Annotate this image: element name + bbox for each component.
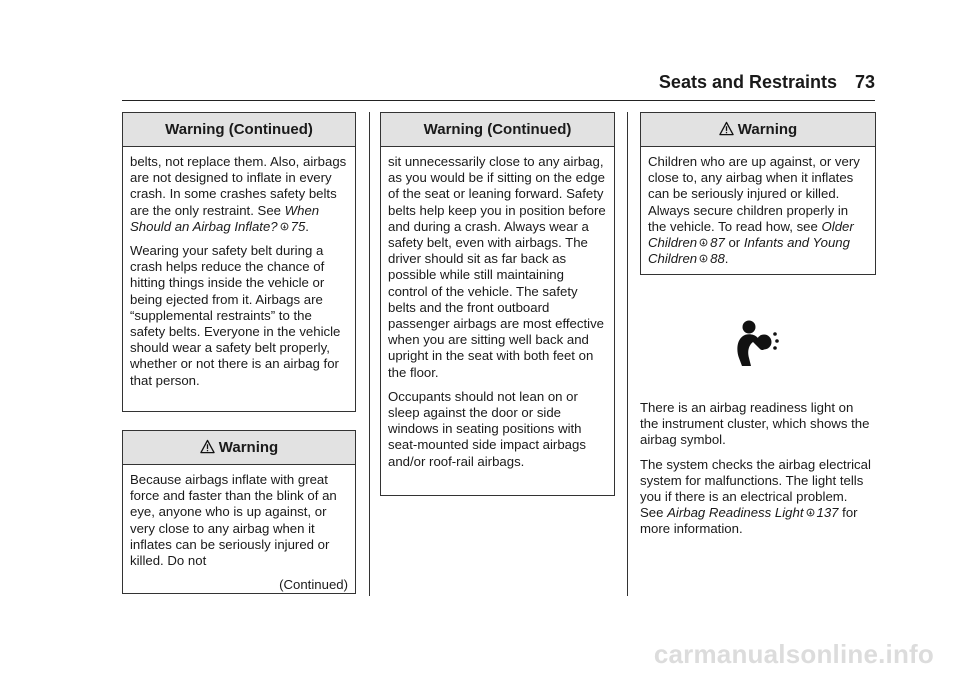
watermark: carmanualsonline.info: [653, 639, 934, 669]
warning-body: [123, 465, 355, 599]
warning-box-continued: [122, 112, 356, 412]
continued-label: (Continued): [279, 577, 348, 593]
warning-triangle-icon: [719, 121, 734, 136]
page-reference-icon: [699, 238, 708, 247]
warning-paragraph: Children who are up against, or very close to, any airbag when it inflates can be seriously injured or killed. Always secure children properly in the vehicle. To read how, see Older Children 87 or Infants and Young Children 88.: [648, 154, 860, 267]
warning-heading: Warning (Continued): [381, 113, 614, 147]
warning-body: [123, 147, 355, 395]
warning-triangle-icon: [200, 439, 215, 454]
body-paragraph: The system checks the airbag electrical system for malfunctions. The light tells you if there is an electrical problem. See Airbag Readiness Light 137 for more information.: [640, 456, 871, 537]
page-number: 73: [854, 72, 875, 92]
warning-body: [641, 147, 875, 273]
cross-reference-link[interactable]: When Should an Airbag Inflate?: [130, 202, 320, 234]
warning-heading: Warning: [123, 431, 355, 465]
page-reference-number: 87: [710, 235, 725, 251]
warning-paragraph: Wearing your safety belt during a crash helps reduce the chance of hitting things inside the vehicle or being ejected from it. Airbags are “supplemental restraints” to the safety belts. Everyone in the vehicle should wear a safety belt properly, whether or not there is an airbag for that person.: [130, 243, 341, 388]
cross-reference-link[interactable]: Airbag Readiness Light: [667, 505, 804, 521]
page-reference-icon: [699, 254, 708, 263]
warning-box: [122, 430, 356, 594]
page-reference-icon: [806, 508, 815, 517]
warning-box-continued: [380, 112, 615, 496]
warning-heading: Warning: [641, 113, 875, 147]
page-reference-number: 88: [710, 251, 725, 267]
body-paragraph: There is an airbag readiness light on the instrument cluster, which shows the airbag symbol.: [640, 400, 870, 448]
warning-paragraph: sit unnecessarily close to any airbag, as you would be if sitting on the edge of the seat or leaning forward. Safety belts help keep you in position before and during a crash. Always wear a safety belt, even with airbags. The driver should sit as far back as possible while still maintaining control of the vehicle. The safety belts and the front outboard passenger airbags are most effective when you are sitting well back and upright in the seat with both feet on the floor.: [388, 154, 606, 380]
page-header: [122, 70, 875, 101]
page-reference-icon: [280, 222, 289, 231]
section-title: Seats and Restraints: [658, 72, 837, 92]
airbag-readiness-icon: [732, 318, 784, 370]
warning-body: [381, 147, 614, 476]
page-reference-number: 137: [816, 505, 839, 521]
page-reference-number: 75: [290, 218, 306, 234]
warning-paragraph: Because airbags inflate with great force and faster than the blink of an eye, anyone who is up against, or very close to any airbag when it inflates can be seriously injured or killed. Do not: [130, 472, 337, 569]
warning-box: [640, 112, 876, 275]
warning-paragraph: belts, not replace them. Also, airbags are not designed to inflate in every crash. In some crashes safety belts are the only restraint. See When Should an Airbag Inflate? 75.: [130, 154, 347, 234]
column-divider: [627, 112, 628, 596]
body-text: [640, 400, 872, 546]
warning-heading: Warning (Continued): [123, 113, 355, 147]
column-divider: [369, 112, 370, 596]
cross-reference-link[interactable]: Infants and Young Children: [648, 235, 850, 267]
cross-reference-link[interactable]: Older Children: [648, 218, 854, 251]
warning-paragraph: Occupants should not lean on or sleep against the door or side windows in seating positions with seat-mounted side impact airbags and/or roof-rail airbags.: [388, 388, 586, 469]
